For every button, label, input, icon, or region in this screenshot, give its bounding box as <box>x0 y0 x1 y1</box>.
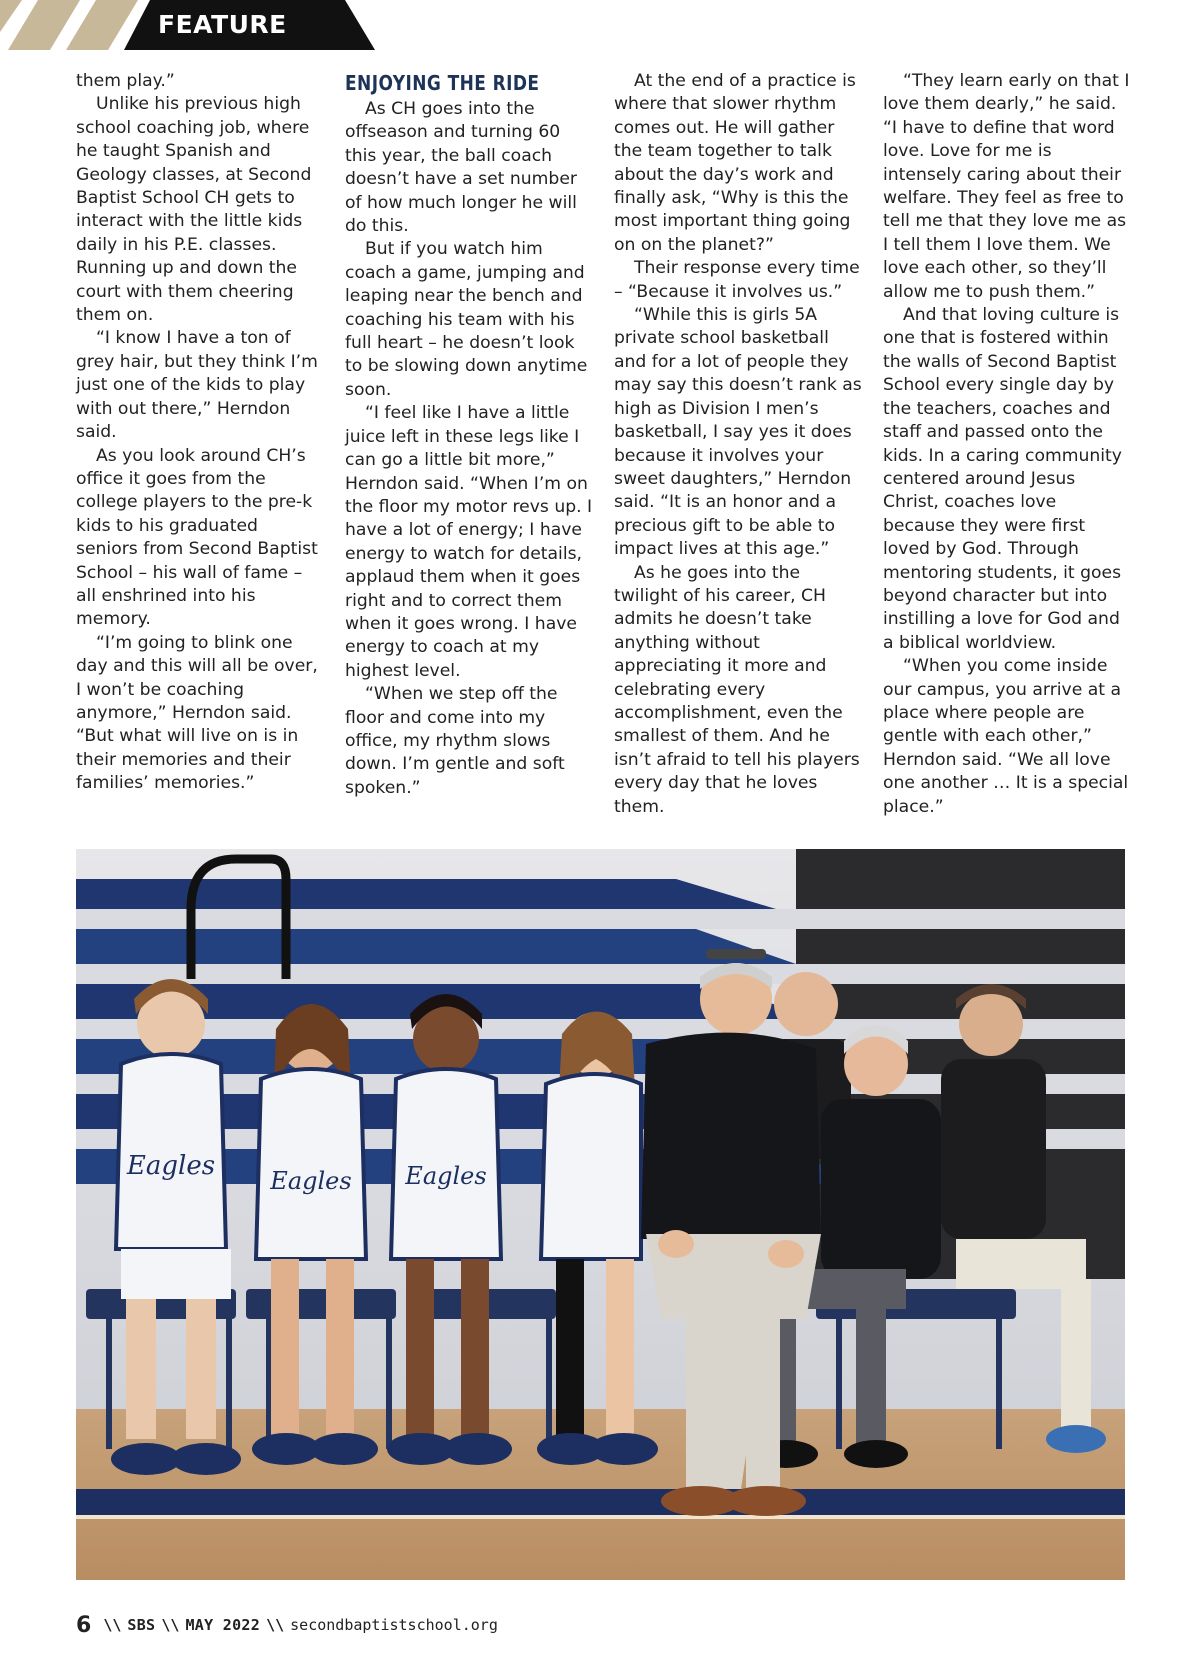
jersey-text: Eagles <box>270 1167 352 1195</box>
section-subheading: ENJOYING THE RIDE <box>345 71 540 95</box>
paragraph: As he goes into the twilight of his career, CH admits he doesn’t take anything without appreciating it more and celebrating every accomplishment, even the smallest of them. And he isn’t afraid to tell his players every day that he loves them. <box>614 562 860 817</box>
paragraph: “When you come inside our campus, you arrive at a place where people are gentle with each other,” Herndon said. “We all love one another … It is a special place.” <box>883 656 1129 817</box>
page-number: 6 <box>76 1612 92 1638</box>
paragraph: Unlike his previous high school coaching job, where he taught Spanish and Geology classes, at Second Baptist School CH gets to interact with the little kids daily in his P.E. classes. Running up and down the court with them cheering them on. <box>76 94 312 326</box>
jersey-text: Eagles <box>126 1151 216 1181</box>
paragraph: Their response every time – “Because it involves us.” <box>614 258 860 302</box>
article-column-2 <box>345 70 593 800</box>
feature-photo <box>76 849 1125 1580</box>
paragraph: At the end of a practice is where that slower rhythm comes out. He will gather the team together to talk about the day’s work and finally ask, “Why is this the most important thing going on on the planet?” <box>614 71 856 255</box>
paragraph: As you look around CH’s office it goes from the college players to the pre-k kids to his graduated seniors from Second Baptist School – his wall of fame – all enshrined into his memory. <box>76 445 318 630</box>
basketball-bench-illustration <box>76 849 1125 1580</box>
paragraph: “They learn early on that I love them dearly,” he said. “I have to define that word love. Love for me is intensely caring about their welfare. They feel as free to tell me that they love me as I tell them I love them. We love each other, so they’ll allow me to push them.” <box>883 71 1130 302</box>
paragraph: “I know I have a ton of grey hair, but they think I’m just one of the kids to play with out there,” Herndon said. <box>76 328 318 443</box>
article-column-1 <box>76 70 324 796</box>
website-link[interactable]: secondbaptistschool.org <box>290 1616 498 1634</box>
glasses-icon <box>706 949 766 959</box>
separator-slashes-icon: \\ <box>103 1616 122 1634</box>
paragraph: And that loving culture is one that is fostered within the walls of Second Baptist School every single day by the teachers, coaches and staff and passed onto the kids. In a caring community centered around Jesus Christ, coaches love because they were first loved by God. Through mentoring students, it goes beyond character but into instilling a love for God and a biblical worldview. <box>883 305 1122 653</box>
article-column-3 <box>614 70 862 819</box>
paragraph: “While this is girls 5A private school basketball and for a lot of people they may say this doesn’t rank as high as Division I men’s basketball, I say yes it does because it involves your sweet daughters,” Herndon said. “It is an honor and a precious gift to be able to impact lives at this age.” <box>614 305 862 560</box>
jersey-text: Eagles <box>405 1162 487 1190</box>
publication-name: SBS <box>127 1616 156 1634</box>
separator-slashes-icon: \\ <box>161 1616 180 1634</box>
paragraph: “I feel like I have a little juice left in these legs like I can go a little bit more,” Herndon said. “When I’m on the floor my motor revs up. I have a lot of energy; I have energy to watch for details, applaud them when it goes right and to correct them when it goes wrong. I have energy to coach at my highest level. <box>345 403 593 681</box>
section-label: FEATURE <box>158 10 287 39</box>
separator-slashes-icon: \\ <box>266 1616 285 1634</box>
paragraph: “When we step off the floor and come into my office, my rhythm slows down. I’m gentle and soft spoken.” <box>345 684 565 798</box>
paragraph: But if you watch him coach a game, jumping and leaping near the bench and coaching his team with his full heart – he doesn’t look to be slowing down anytime soon. <box>345 239 588 400</box>
issue-date: MAY 2022 <box>185 1616 261 1634</box>
court-line <box>76 1489 1125 1515</box>
paragraph: As CH goes into the offseason and turning 60 this year, the ball coach doesn’t have a set number of how much longer he will do this. <box>345 99 577 237</box>
paragraph: “I’m going to blink one day and this will all be over, I won’t be coaching anymore,” Herndon said. “But what will live on is in their memories and their families’ memories.” <box>76 632 318 794</box>
article-column-4 <box>883 70 1133 819</box>
paragraph: them play.” <box>76 71 175 91</box>
section-header <box>0 0 380 52</box>
page-footer <box>76 1613 498 1637</box>
